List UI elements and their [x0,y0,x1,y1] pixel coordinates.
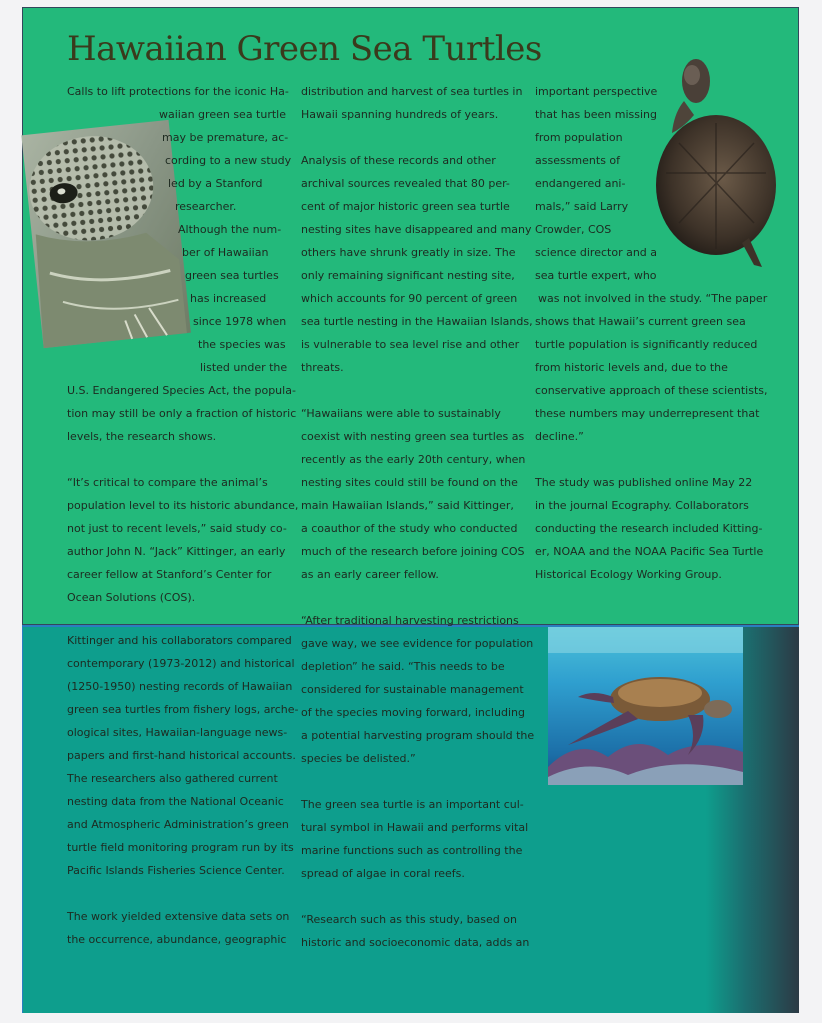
col3-line: shows that Hawaii’s current green sea [535,315,746,328]
col2-line: “After traditional harvesting restrictions [301,614,519,627]
col3-line: sea turtle expert, who [535,269,657,282]
col2-line: marine functions such as controlling the [301,844,523,857]
col3-line: in the journal Ecography. Collaborators [535,499,749,512]
col1-top-line: has increased [190,292,267,305]
col1-top-line: tion may still be only a fraction of historic [67,407,297,420]
col1-top-line: U.S. Endangered Species Act, the popula- [67,384,296,397]
col1-top-line: Ocean Solutions (COS). [67,591,196,604]
col1-top-line: researcher. [175,200,237,213]
col2-line: a coauthor of the study who conducted [301,522,518,535]
col1-top-line: green sea turtles [185,269,279,282]
col2-line: depletion” he said. “This needs to be [301,660,505,673]
col1-top-line: levels, the research shows. [67,430,217,443]
col3-line: conservative approach of these scientists, [535,384,768,397]
col1-bottom-line: The work yielded extensive data sets on [67,910,290,923]
col1-top-line: Calls to lift protections for the iconic Ha- [67,85,289,98]
col1-bottom-line: and Atmospheric Administration’s green [67,818,289,831]
col2-line: historic and socioeconomic data, adds an [301,936,530,949]
col2-line: which accounts for 90 percent of green [301,292,518,305]
col1-top-line: “It’s critical to compare the animal’s [67,476,268,489]
panel-left-edge [22,625,23,1013]
col1-top-line: Although the num- [178,223,282,236]
col3-line: from population [535,131,623,144]
col1-top-line: population level to its historic abundance, [67,499,299,512]
col2-line: recently as the early 20th century, when [301,453,526,466]
col3-line: these numbers may underrepresent that [535,407,760,420]
turtle-head-photo [26,117,186,349]
col3-line: endangered ani- [535,177,626,190]
col3-line: was not involved in the study. “The paper [538,292,768,305]
col3-line: mals,” said Larry [535,200,629,213]
col3-line: that has been missing [535,108,658,121]
col3-line: decline.” [535,430,584,443]
col3-line: important perspective [535,85,658,98]
col1-bottom-line: The researchers also gathered current [67,772,278,785]
article-page [22,7,799,1013]
col1-top-line: ber of Hawaiian [182,246,269,259]
col2-line: nesting sites have disappeared and many [301,223,532,236]
col1-top-line: led by a Stanford [168,177,263,190]
col1-top-line: listed under the [200,361,288,374]
col2-line: “Hawaiians were able to sustainably [301,407,501,420]
col2-line: nesting sites could still be found on the [301,476,518,489]
col1-top-line: the species was [198,338,286,351]
col2-line: others have shrunk greatly in size. The [301,246,516,259]
col2-line: Analysis of these records and other [301,154,496,167]
col1-bottom-line: nesting data from the National Oceanic [67,795,284,808]
col1-top-line: career fellow at Stanford’s Center for [67,568,272,581]
col2-line: is vulnerable to sea level rise and other [301,338,520,351]
col3-line: from historic levels and, due to the [535,361,728,374]
col3-line: Crowder, COS [535,223,612,236]
col1-top-line: since 1978 when [193,315,287,328]
col1-bottom-line: the occurrence, abundance, geographic [67,933,287,946]
col1-top-line: may be premature, ac- [162,131,289,144]
col1-bottom-line: Pacific Islands Fisheries Science Center. [67,864,285,877]
col1-top-line: author John N. “Jack” Kittinger, an early [67,545,286,558]
col3-line: conducting the research included Kitting- [535,522,763,535]
col2-line: “Research such as this study, based on [301,913,517,926]
col3-line: assessments of [535,154,621,167]
col2-line: as an early career fellow. [301,568,439,581]
col2-line: tural symbol in Hawaii and performs vital [301,821,529,834]
col2-line: considered for sustainable management [301,683,524,696]
col2-line: threats. [301,361,344,374]
col2-line: a potential harvesting program should the [301,729,535,742]
col3-line: science director and a [535,246,658,259]
col2-line: main Hawaiian Islands,” said Kittinger, [301,499,514,512]
col2-line: only remaining significant nesting site, [301,269,515,282]
col3-line: turtle population is significantly reduced [535,338,758,351]
col2-line: gave way, we see evidence for population [301,637,534,650]
col1-top-line: cording to a new study [165,154,292,167]
col2-line: cent of major historic green sea turtle [301,200,510,213]
col3-line: The study was published online May 22 [535,476,753,489]
col1-bottom-line: ological sites, Hawaiian-language news- [67,726,288,739]
col1-bottom-line: papers and first-hand historical accounts. [67,749,296,762]
col1-bottom-line: (1250-1950) nesting records of Hawaiian [67,680,293,693]
article-title: Hawaiian Green Sea Turtles [67,29,542,69]
col3-line: Historical Ecology Working Group. [535,568,722,581]
col2-line: archival sources revealed that 80 per- [301,177,510,190]
col2-line: species be delisted.” [301,752,416,765]
col1-bottom-line: green sea turtles from fishery logs, arche- [67,703,299,716]
col1-top-line: waiian green sea turtle [159,108,287,121]
swimming-turtle-photo [548,627,743,785]
col1-bottom-line: Kittinger and his collaborators compared [67,634,292,647]
col3-line: er, NOAA and the NOAA Pacific Sea Turtle [535,545,764,558]
col2-line: distribution and harvest of sea turtles in [301,85,523,98]
col2-line: The green sea turtle is an important cul- [301,798,524,811]
col2-line: Hawaii spanning hundreds of years. [301,108,499,121]
col2-line: coexist with nesting green sea turtles as [301,430,525,443]
col2-line: sea turtle nesting in the Hawaiian Islands, [301,315,533,328]
col1-bottom-line: contemporary (1973-2012) and historical [67,657,295,670]
col1-bottom-line: turtle field monitoring program run by its [67,841,294,854]
col2-line: of the species moving forward, including [301,706,525,719]
col2-line: much of the research before joining COS [301,545,525,558]
col2-line: spread of algae in coral reefs. [301,867,465,880]
col1-top-line: not just to recent levels,” said study co- [67,522,287,535]
